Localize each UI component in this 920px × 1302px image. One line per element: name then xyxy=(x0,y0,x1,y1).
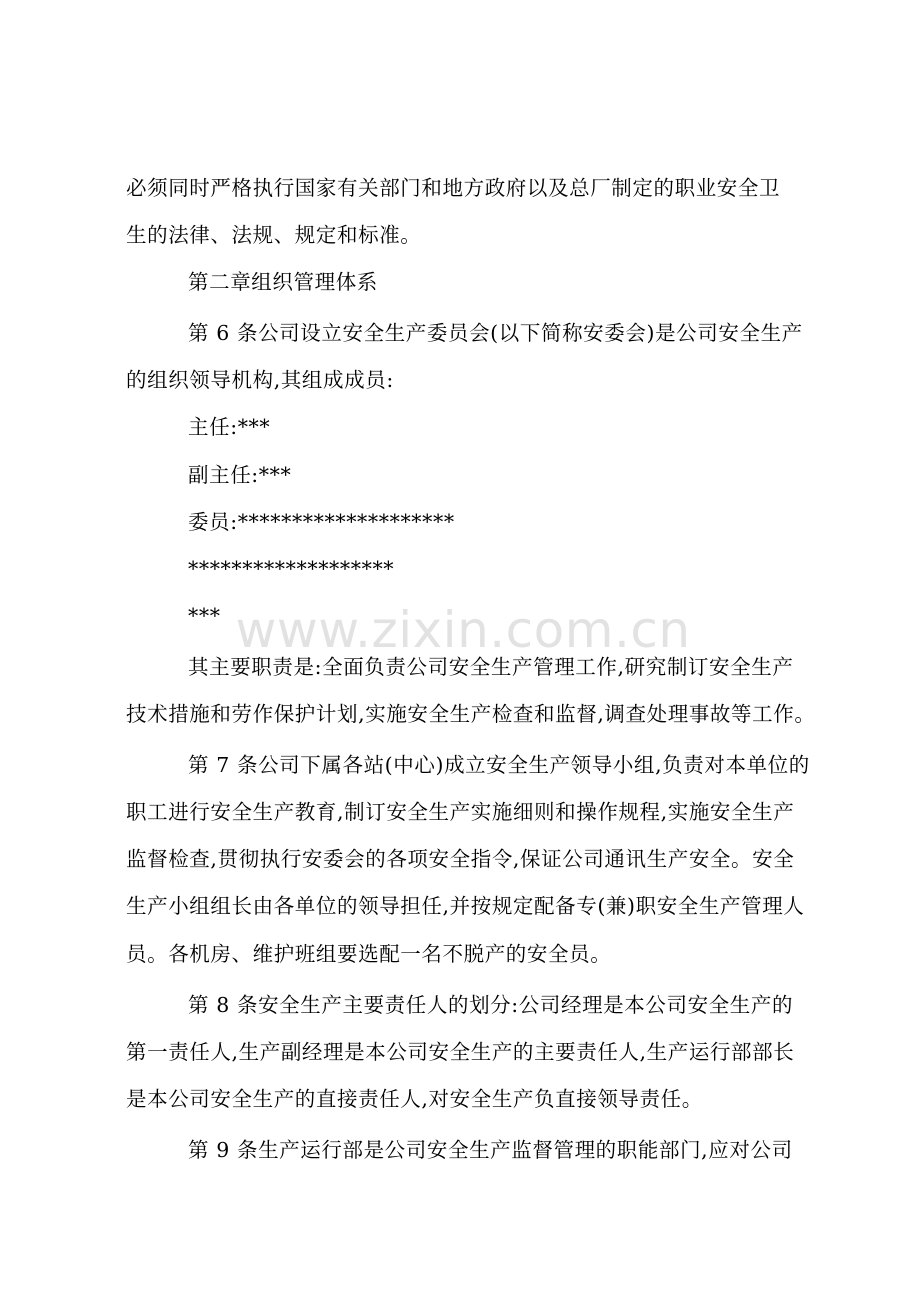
text-line: 其主要职责是:全面负责公司安全生产管理工作,研究制订安全生产 xyxy=(188,655,794,679)
text-line: 员。各机房、维护班组要选配一名不脱产的安全员。 xyxy=(126,942,612,966)
text-line: 委员:******************** xyxy=(188,510,455,534)
text-line: 监督检查,贯彻执行安委会的各项安全指令,保证公司通讯生产安全。安全 xyxy=(126,847,795,871)
text-line: 副主任:*** xyxy=(188,463,292,487)
text-line: 第 7 条公司下属各站(中心)成立安全生产领导小组,负责对本单位的 xyxy=(188,753,810,777)
text-line: 技术措施和劳作保护计划,实施安全生产检查和监督,调查处理事故等工作。 xyxy=(126,702,816,726)
text-line: 主任:*** xyxy=(188,415,271,439)
text-line: 是本公司安全生产的直接责任人,对安全生产负直接领导责任。 xyxy=(126,1087,703,1111)
chapter-heading: 第二章组织管理体系 xyxy=(188,270,378,294)
text-line: 必须同时严格执行国家有关部门和地方政府以及总厂制定的职业安全卫 xyxy=(126,176,781,200)
watermark: www.zixin.com.cn xyxy=(235,601,691,659)
text-line: 的组织领导机构,其组成成员: xyxy=(126,368,394,392)
text-line: 职工进行安全生产教育,制订安全生产实施细则和操作规程,实施安全生产 xyxy=(126,800,795,824)
text-line: 第 8 条安全生产主要责任人的划分:公司经理是本公司安全生产的 xyxy=(188,993,794,1017)
text-line: ******************* xyxy=(188,557,395,581)
text-line: 第 9 条生产运行部是公司安全生产监督管理的职能部门,应对公司 xyxy=(188,1138,793,1162)
text-line: *** xyxy=(188,604,221,628)
text-line: 第一责任人,生产副经理是本公司安全生产的主要责任人,生产运行部部长 xyxy=(126,1040,795,1064)
text-line: 第 6 条公司设立安全生产委员会(以下简称安委会)是公司安全生产 xyxy=(188,321,803,345)
text-line: 生产小组组长由各单位的领导担任,并按规定配备专(兼)职安全生产管理人 xyxy=(126,894,805,918)
text-line: 生的法律、法规、规定和标准。 xyxy=(126,223,422,247)
